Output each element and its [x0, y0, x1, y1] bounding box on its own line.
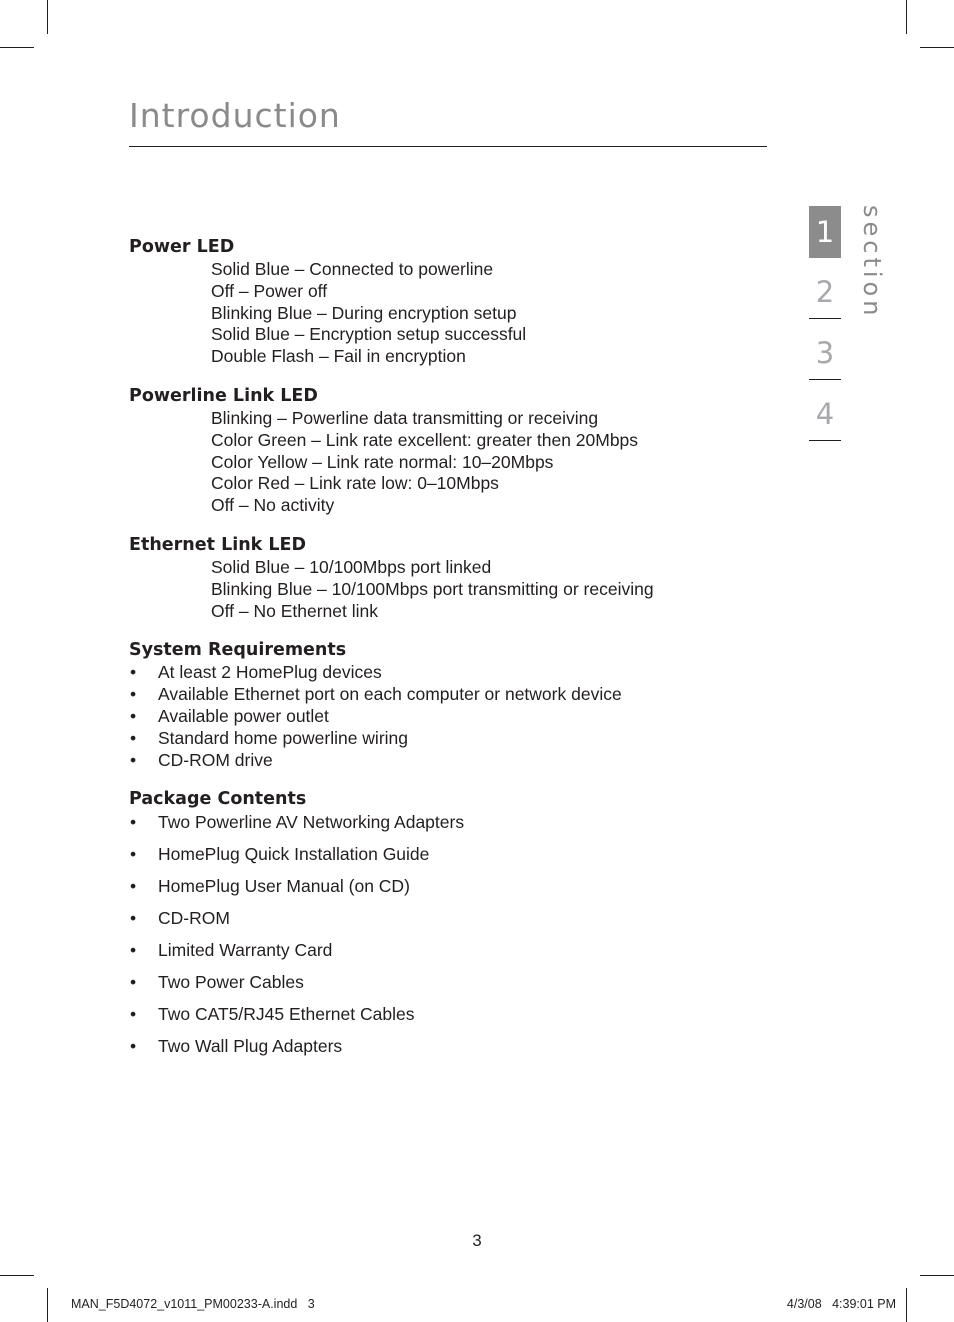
section-divider	[809, 318, 841, 319]
section-tab-4	[809, 388, 841, 440]
list-item: • Standard home powerline wiring	[129, 728, 769, 750]
led-state-line: Solid Blue – Connected to powerline	[211, 259, 494, 279]
ethernet-link-led-section	[129, 534, 769, 622]
led-state-line: Double Flash – Fail in encryption	[211, 346, 466, 367]
powerline-link-led-section	[129, 385, 769, 517]
print-slug-file: MAN_F5D4072_v1011_PM00233-A.indd 3	[71, 1297, 315, 1311]
section-number: 2	[815, 275, 835, 309]
led-state-line: Off – Power off	[211, 280, 328, 301]
list-item: • CD-ROM drive	[129, 750, 769, 772]
list-item: • Limited Warranty Card	[129, 939, 769, 971]
section-number: 1	[815, 215, 835, 249]
crop-mark	[906, 1288, 907, 1322]
crop-mark	[0, 1275, 34, 1276]
list-item: • HomePlug Quick Installation Guide	[129, 843, 769, 875]
list-item: • Two CAT5/RJ45 Ethernet Cables	[129, 1003, 769, 1035]
page-number: 3	[472, 1231, 482, 1250]
section-heading: Package Contents	[129, 789, 307, 810]
list-item: • Two Powerline AV Networking Adapters	[129, 811, 769, 843]
section-heading: System Requirements	[129, 640, 347, 661]
led-state-line: Blinking Blue – During encryption setup	[211, 302, 517, 323]
section-number: 4	[815, 397, 835, 431]
list-item: • At least 2 HomePlug devices	[129, 662, 769, 684]
section-heading: Power LED	[129, 237, 235, 257]
section-tab-3	[809, 327, 841, 379]
led-state-line: Blinking – Powerline data transmitting or receiving	[211, 407, 599, 428]
section-heading: Powerline Link LED	[129, 385, 318, 406]
led-state-line: Solid Blue – Encryption setup successful	[211, 324, 527, 345]
led-state-line: Color Green – Link rate excellent: greater then 20Mbps	[211, 429, 639, 450]
list-item: • Available Ethernet port on each computer or network device	[129, 684, 769, 706]
package-contents-section	[129, 788, 769, 1067]
section-divider	[809, 440, 841, 441]
crop-mark	[906, 0, 907, 34]
list-item: • HomePlug User Manual (on CD)	[129, 875, 769, 907]
led-state-line: Off – No Ethernet link	[211, 600, 378, 621]
crop-mark	[47, 0, 48, 34]
section-tab-1	[809, 206, 841, 258]
led-state-line: Solid Blue – 10/100Mbps port linked	[211, 556, 492, 577]
led-state-line: Color Yellow – Link rate normal: 10–20Mbps	[211, 451, 554, 472]
power-led-section	[129, 236, 769, 368]
title-rule	[129, 146, 767, 147]
led-state-line: Blinking Blue – 10/100Mbps port transmitting or receiving	[211, 578, 654, 599]
page-title: Introduction	[129, 96, 341, 135]
print-slug-date: 4/3/08 4:39:01 PM	[786, 1297, 896, 1311]
crop-mark	[920, 47, 954, 48]
section-heading: Ethernet Link LED	[129, 534, 307, 555]
section-number: 3	[815, 336, 835, 370]
section-nav	[809, 206, 841, 449]
list-item: • Available power outlet	[129, 706, 769, 728]
section-divider	[809, 379, 841, 380]
system-requirements-section	[129, 639, 769, 771]
crop-mark	[0, 47, 34, 48]
main-content	[129, 236, 769, 1084]
led-state-line: Off – No activity	[211, 495, 335, 516]
led-state-line: Color Red – Link rate low: 0–10Mbps	[211, 473, 499, 494]
list-item: • CD-ROM	[129, 907, 769, 939]
crop-mark	[920, 1275, 954, 1276]
list-item: • Two Power Cables	[129, 971, 769, 1003]
section-tab-2	[809, 266, 841, 318]
crop-mark	[47, 1288, 48, 1322]
list-item: • Two Wall Plug Adapters	[129, 1035, 769, 1067]
section-label: section	[858, 205, 886, 320]
